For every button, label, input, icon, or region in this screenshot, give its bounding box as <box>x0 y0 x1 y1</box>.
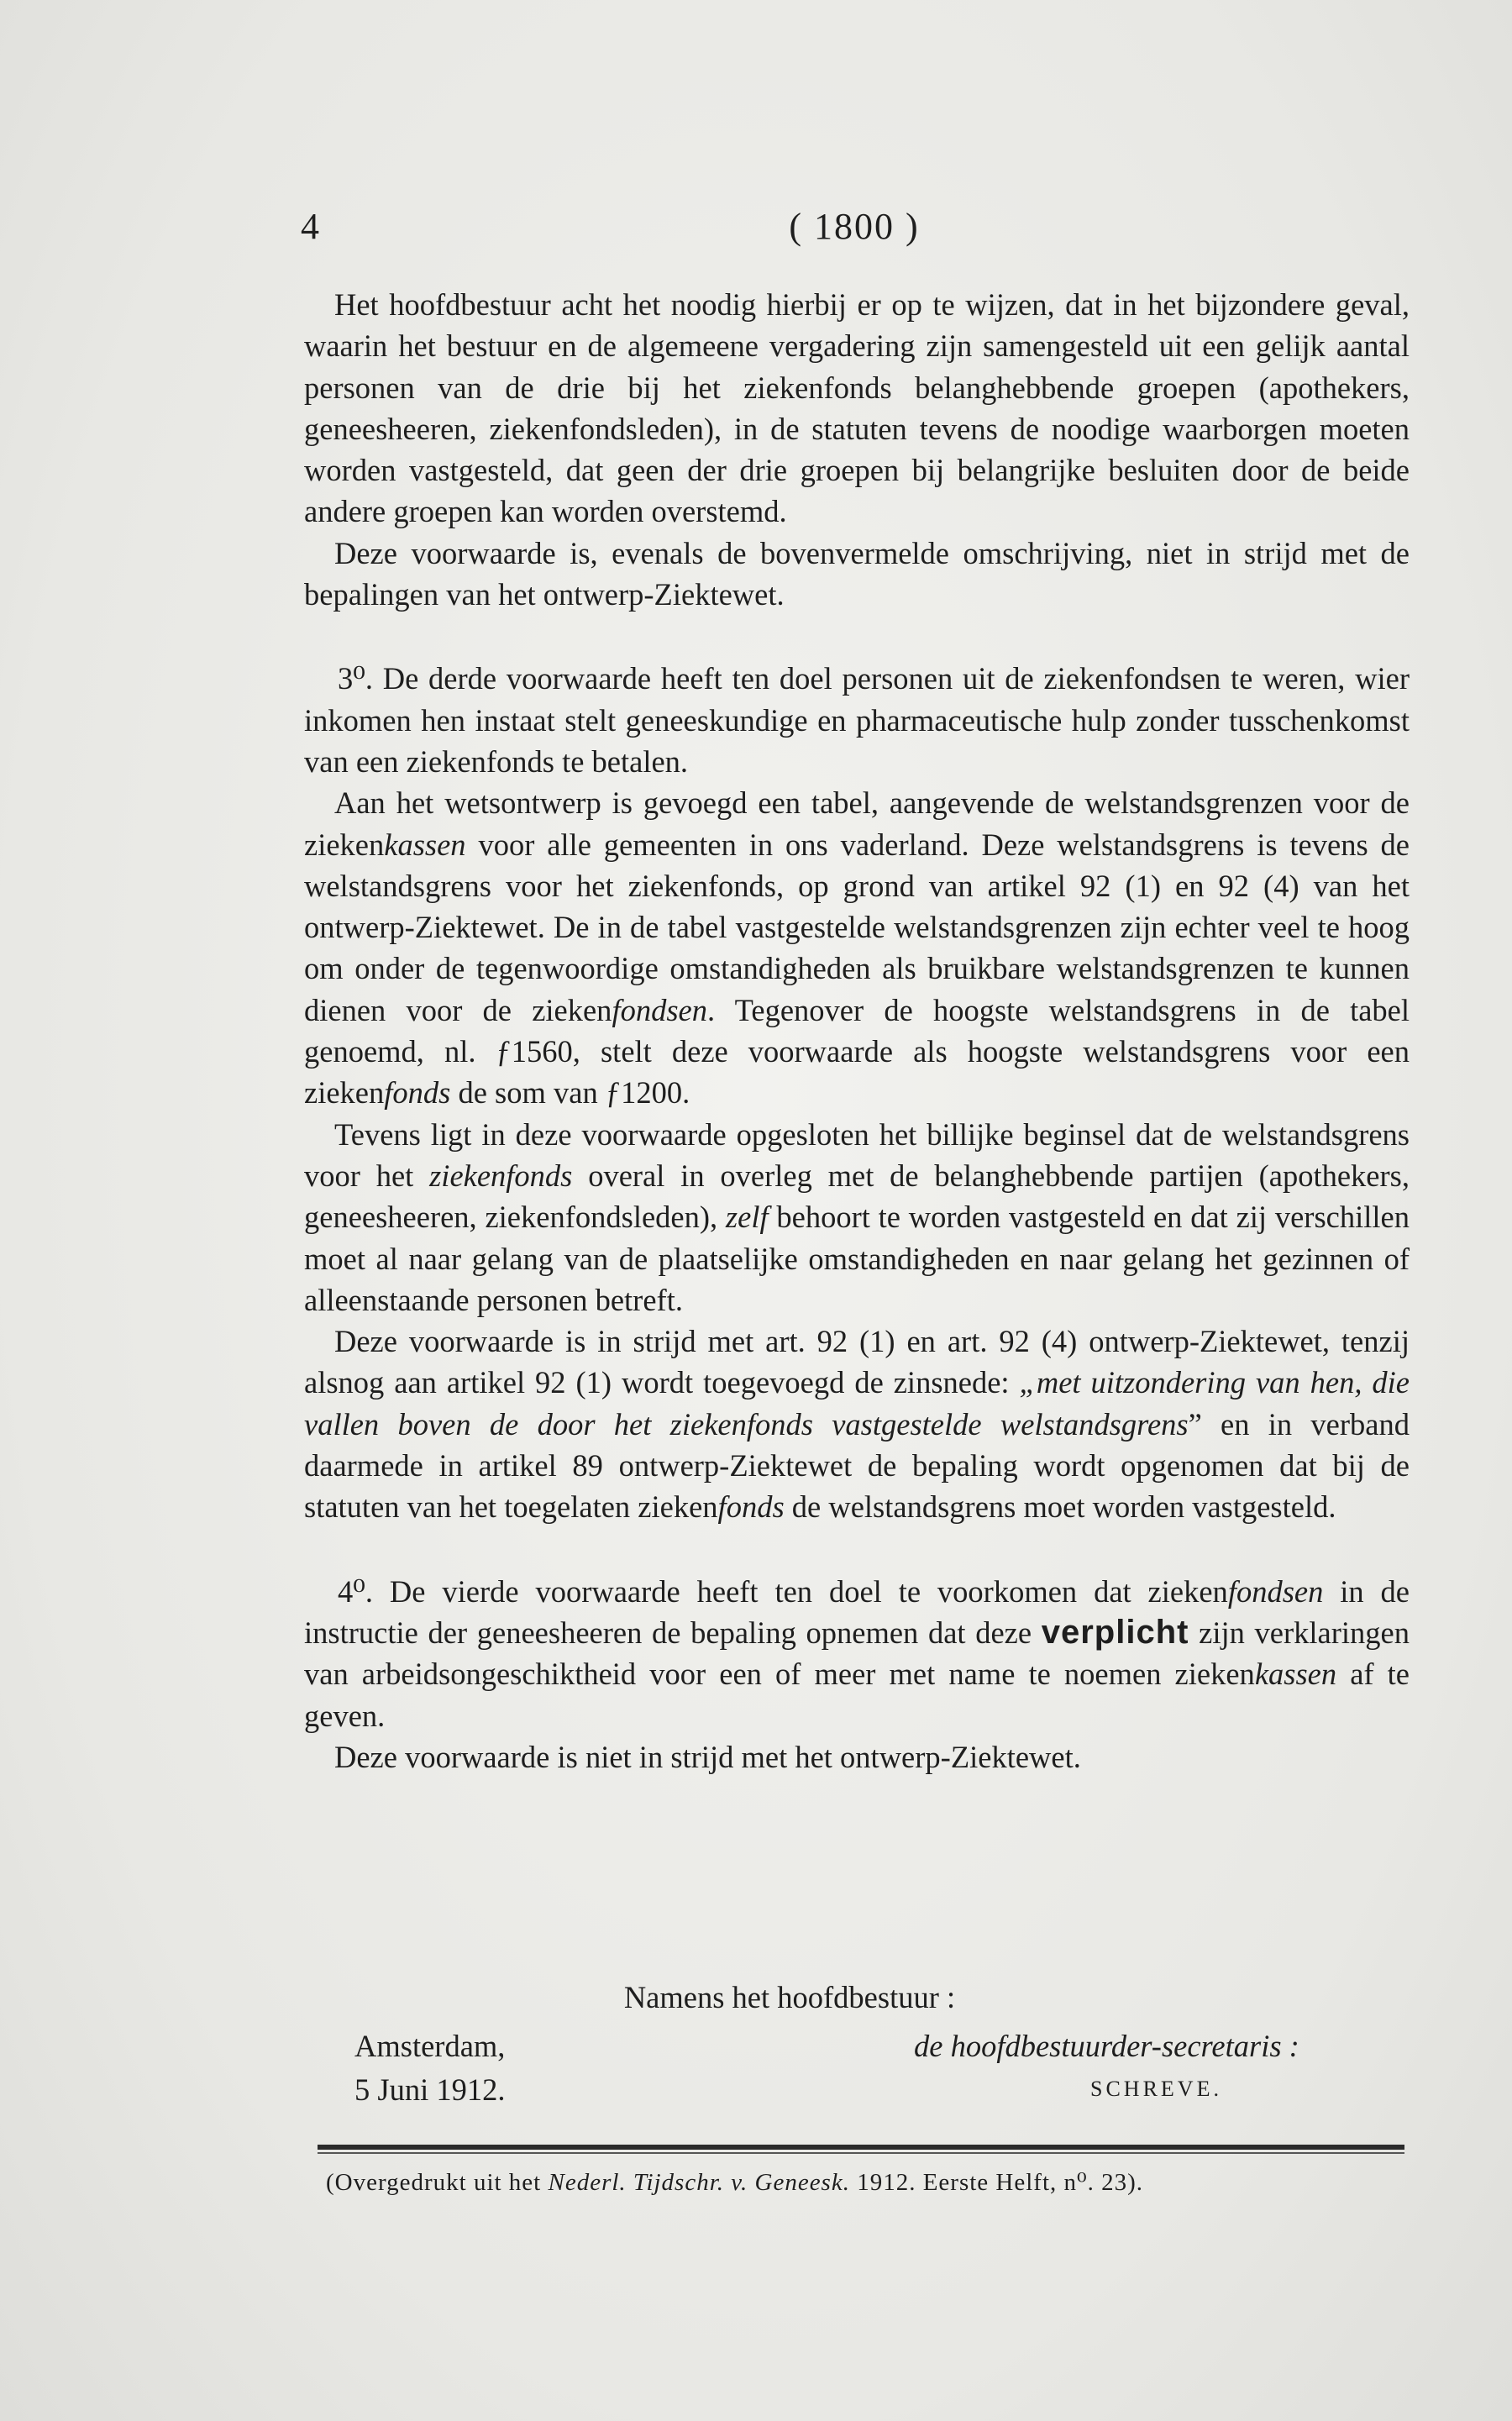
divider-rule-thin <box>318 2152 1404 2154</box>
signature-date: 5 Juni 1912. <box>354 2072 506 2107</box>
page-number: 4 <box>301 206 319 247</box>
paragraph: Tevens ligt in deze voorwaarde opgesloten het billijke beginsel dat de welstandsgrens voor het ziekenfonds overal in overleg met de belanghebbende partijen (apothekers, geneesheeren, ziekenfondsleden), zelf behoort te worden vastgesteld en dat zij verschillen moet al naar gelang van de plaatselijke omstandigheden en naar gelang het gezinnen of alleenstaande personen betreft. <box>304 1116 1410 1317</box>
page-header <box>301 205 1408 255</box>
paragraph: Deze voorwaarde is in strijd met art. 92 (1) en art. 92 (4) ontwerp-Ziektewet, tenzij alsnog aan artikel 92 (1) wordt toegevoegd de zinsnede: „met uitzondering van hen, die vallen boven de door het ziekenfonds vastgestelde welstandsgrens” en in verband daarmede in artikel 89 ontwerp-Ziektewet de bepaling wordt opgenomen dat bij de statuten van het toegelaten ziekenfonds de welstandsgrens moet worden vastgesteld. <box>304 1324 1410 1525</box>
reprint-footnote: (Overgedrukt uit het Nederl. Tijdschr. v. Geneesk. 1912. Eerste Helft, n⁰. 23). <box>326 2169 1144 2196</box>
paragraph: Aan het wetsontwerp is gevoegd een tabel, aangevende de welstandsgrenzen voor de ziekenkassen voor alle gemeenten in ons vaderland. Deze welstandsgrens is tevens de welstandsgrens voor het ziekenfonds, op grond van artikel 92 (1) en 92 (4) van het ontwerp-Ziektewet. De in de tabel vastgestelde welstandsgrenzen zijn echter veel te hoog om onder de tegenwoordige omstandigheden als bruikbare welstandsgrenzen te kunnen dienen voor de ziekenfondsen. Tegenover de hoogste welstandsgrens in de tabel genoemd, nl. ƒ1560, stelt deze voorwaarde als hoogste welstandsgrens voor een ziekenfonds de som van ƒ1200. <box>304 785 1410 1111</box>
signature-name: SCHREVE. <box>1090 2077 1222 2101</box>
signature-role: de hoofdbestuurder-secretaris : <box>914 2029 1299 2063</box>
signature-namens: Namens het hoofdbestuur : <box>623 1980 956 2014</box>
paragraph: 4⁰. De vierde voorwaarde heeft ten doel te voorkomen dat ziekenfondsen in de instructie der geneesheeren de bepaling opnemen dat deze verplicht zijn verklaringen van arbeidsongeschiktheid voor een of meer met name te noemen ziekenkassen af te geven. <box>304 1573 1410 1733</box>
paragraph: Deze voorwaarde is niet in strijd met het ontwerp-Ziektewet. <box>334 1739 1081 1774</box>
page-year: ( 1800 ) <box>789 206 920 247</box>
signature-city: Amsterdam, <box>354 2029 506 2063</box>
paragraph: 3⁰. De derde voorwaarde heeft ten doel personen uit de ziekenfondsen te weren, wier inkomen hen instaat stelt geneeskundige en pharmaceutische hulp zonder tusschenkomst van een ziekenfonds te betalen. <box>304 661 1410 779</box>
paragraph: Het hoofdbestuur acht het noodig hierbij er op te wijzen, dat in het bijzondere geval, waarin het bestuur en de algemeene vergadering zijn samengesteld uit een gelijk aantal personen van de drie bij het ziekenfonds belanghebbende groepen (apothekers, geneesheeren, ziekenfondsleden), in de statuten tevens de noodige waarborgen moeten worden vastgesteld, dat geen der drie groepen bij belangrijke besluiten door de beide andere groepen kan worden overstemd. <box>304 287 1410 529</box>
body-text <box>304 284 1410 1778</box>
paragraph: Deze voorwaarde is, evenals de bovenvermelde omschrijving, niet in strijd met de bepalingen van het ontwerp-Ziektewet. <box>304 535 1410 612</box>
divider-rule <box>318 2145 1404 2150</box>
